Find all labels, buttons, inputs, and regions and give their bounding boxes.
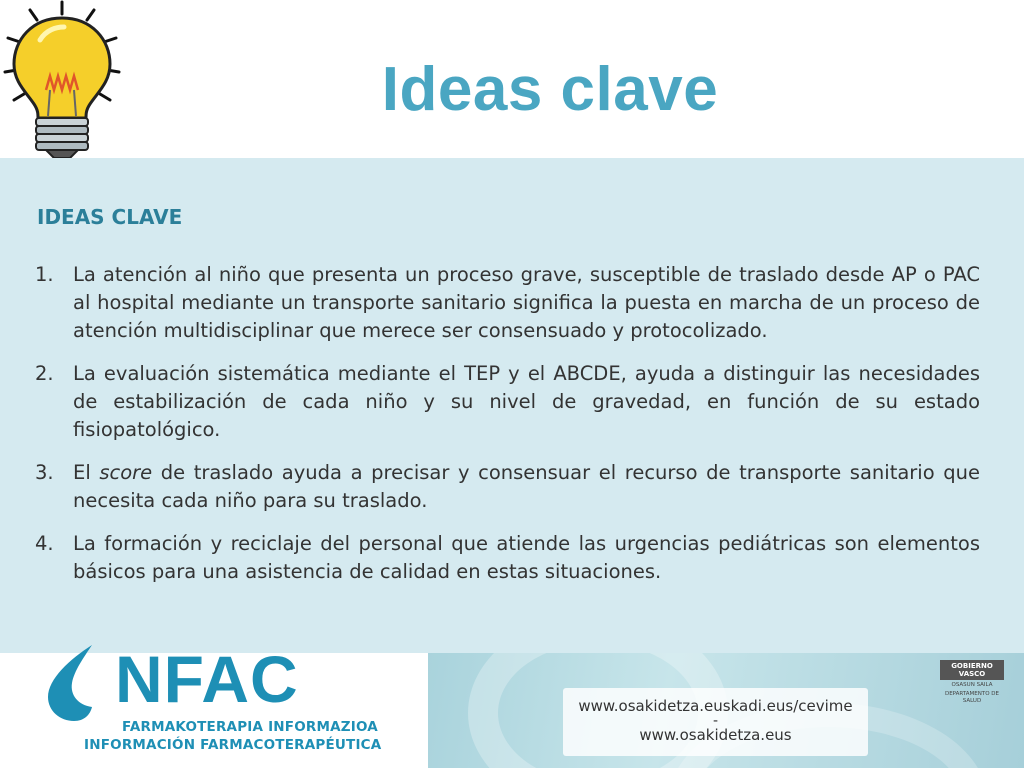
item-text-italic: score — [99, 461, 153, 484]
item-text: La formación y reciclaje del personal que atiende las urgencias pediátricas son elementos básicos para una asistencia de calidad en estas situaciones. — [73, 532, 980, 583]
item-number: 3. — [35, 461, 54, 484]
light-bulb-icon — [0, 0, 125, 160]
gov-sub-basque: OSASUN SAILA — [951, 682, 993, 688]
item-text-start: El — [73, 461, 100, 484]
footer — [0, 642, 1024, 768]
key-ideas-list — [35, 261, 980, 601]
government-logo — [940, 660, 1004, 705]
item-number: 4. — [35, 532, 54, 555]
gov-sub-spanish: DEPARTAMENTO DE SALUD — [944, 691, 1000, 704]
website-link-cevime[interactable]: www.osakidetza.euskadi.eus/cevime — [578, 697, 853, 715]
logo-subtitle-basque: FARMAKOTERAPIA INFORMAZIOA — [122, 719, 378, 735]
url-separator: - — [712, 713, 719, 729]
footer-banner — [428, 653, 1024, 768]
gov-label: GOBIERNO VASCO — [940, 660, 1004, 680]
item-text — [73, 459, 980, 515]
nfac-logo — [0, 642, 425, 768]
list-item — [35, 261, 980, 345]
panel-heading: IDEAS CLAVE — [37, 205, 183, 229]
key-ideas-panel — [0, 158, 1024, 653]
list-item — [35, 360, 980, 444]
item-text: La evaluación sistemática mediante el TEP y el ABCDE, ayuda a distinguir las necesidades de estabilización de cada niño y su nivel de gravedad, en función de su estado fisiopatológico. — [73, 362, 980, 441]
list-item — [35, 530, 980, 586]
slide-title: Ideas clave — [381, 55, 719, 124]
item-number: 1. — [35, 263, 54, 286]
url-box — [563, 688, 868, 756]
drop-icon — [42, 645, 112, 725]
logo-subtitle-spanish: INFORMACIÓN FARMACOTERAPÉUTICA — [84, 737, 382, 753]
item-text: La atención al niño que presenta un proceso grave, susceptible de traslado desde AP o PAC al hospital mediante un transporte sanitario significa la puesta en marcha de un proceso de atención multidisciplinar que merece ser consensuado y protocolizado. — [73, 263, 980, 342]
list-item — [35, 459, 980, 515]
website-link-osakidetza[interactable]: www.osakidetza.eus — [639, 726, 792, 744]
logo-wordmark: NFAC — [115, 642, 299, 716]
item-number: 2. — [35, 362, 54, 385]
item-text-end: de traslado ayuda a precisar y consensuar el recurso de transporte sanitario que necesita cada niño para su traslado. — [73, 461, 980, 512]
